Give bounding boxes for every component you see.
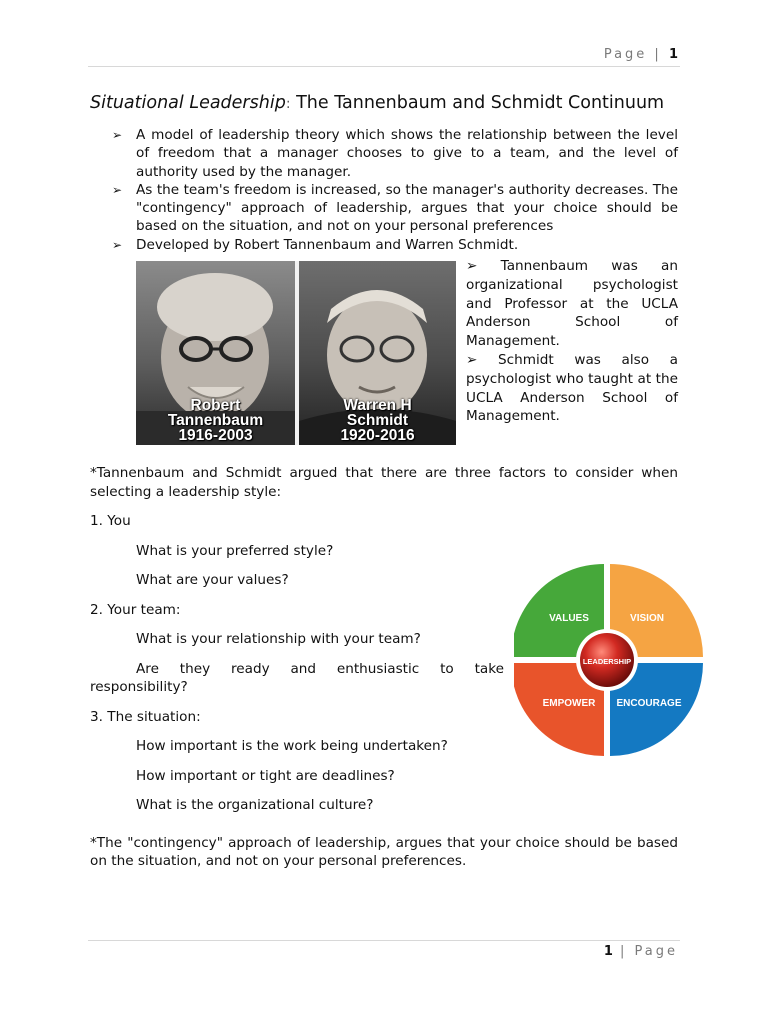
leadership-wheel-diagram [514,563,710,763]
photo-caption: Robert Tannenbaum 1916-2003 [167,397,264,444]
photo-caption: Warren H Schmidt 1920-2016 [340,397,415,444]
factor-label: 2. Your team: [90,601,181,618]
wheel-label-vision: VISION [630,613,664,624]
page-title [90,93,664,113]
page-header: Page | 1 [603,47,678,62]
factor-label: 1. You [90,513,131,529]
conclusion-paragraph: *The "contingency" approach of leadership, argues that your choice should be based on the situation, and not on your personal preferences. [90,834,678,869]
wheel-center-label: LEADERSHIP [582,657,632,666]
footer-rule [88,940,680,941]
factor-question: How important or tight are deadlines? [136,767,395,784]
footer-page-number: 1 [603,944,613,959]
bullet-item: ➢ A model of leadership theory which shows the relationship between the level of freedom that a manager chooses to give to a team, and the level of authority used by the manager. [112,127,678,180]
factor-question: What is the organizational culture? [136,797,374,813]
wheel-label-values: VALUES [549,613,589,624]
bio-schmidt: ➢ Schmidt was also a psychologist who taught at the UCLA Anderson School of Management. [466,351,678,425]
wheel-label-encourage: ENCOURAGE [616,698,682,709]
factor-question: Are they ready and enthusiastic to take responsibility? [90,660,504,695]
arrow-bullet-icon: ➢ [466,258,501,274]
portrait-photos [136,261,456,445]
portrait-tannenbaum [136,261,295,445]
title-colon: : [285,96,291,112]
factor-label: 3. The situation: [90,708,201,725]
arrow-bullet-icon: ➢ [466,351,499,368]
wheel-label-empower: EMPOWER [542,698,596,709]
intro-paragraph: *Tannenbaum and Schmidt argued that there are three factors to consider when selecting a leadership style: [90,465,678,500]
arrow-bullet-icon: ➢ [112,237,123,252]
factor-question: What is your relationship with your team? [136,631,421,647]
factor-question: How important is the work being undertaken? [136,738,448,754]
page-footer: 1 | Page [603,944,678,959]
title-rest: The Tannenbaum and Schmidt Continuum [290,93,665,113]
arrow-bullet-icon: ➢ [112,128,123,142]
bullet-item: ➢ As the team's freedom is increased, so the manager's authority decreases. The "contingency" approach of leadership, argues that your choice should be based on the situation, and not on your personal preferences [112,181,678,235]
bullet-list [112,126,678,254]
bio-tannenbaum: ➢ Tannenbaum was an organizational psychologist and Professor at the UCLA Anderson School of Management. [466,258,679,350]
portrait-schmidt [299,261,456,445]
header-rule [88,66,680,67]
page-number: 1 [668,47,678,62]
title-italic: Situational Leadership [90,93,286,113]
factor-question: What are your values? [136,572,289,588]
factor-question: What is your preferred style? [136,542,334,559]
arrow-bullet-icon: ➢ [112,182,123,197]
bullet-item: ➢ Developed by Robert Tannenbaum and Warren Schmidt. [112,236,519,253]
biography-notes [466,257,678,426]
